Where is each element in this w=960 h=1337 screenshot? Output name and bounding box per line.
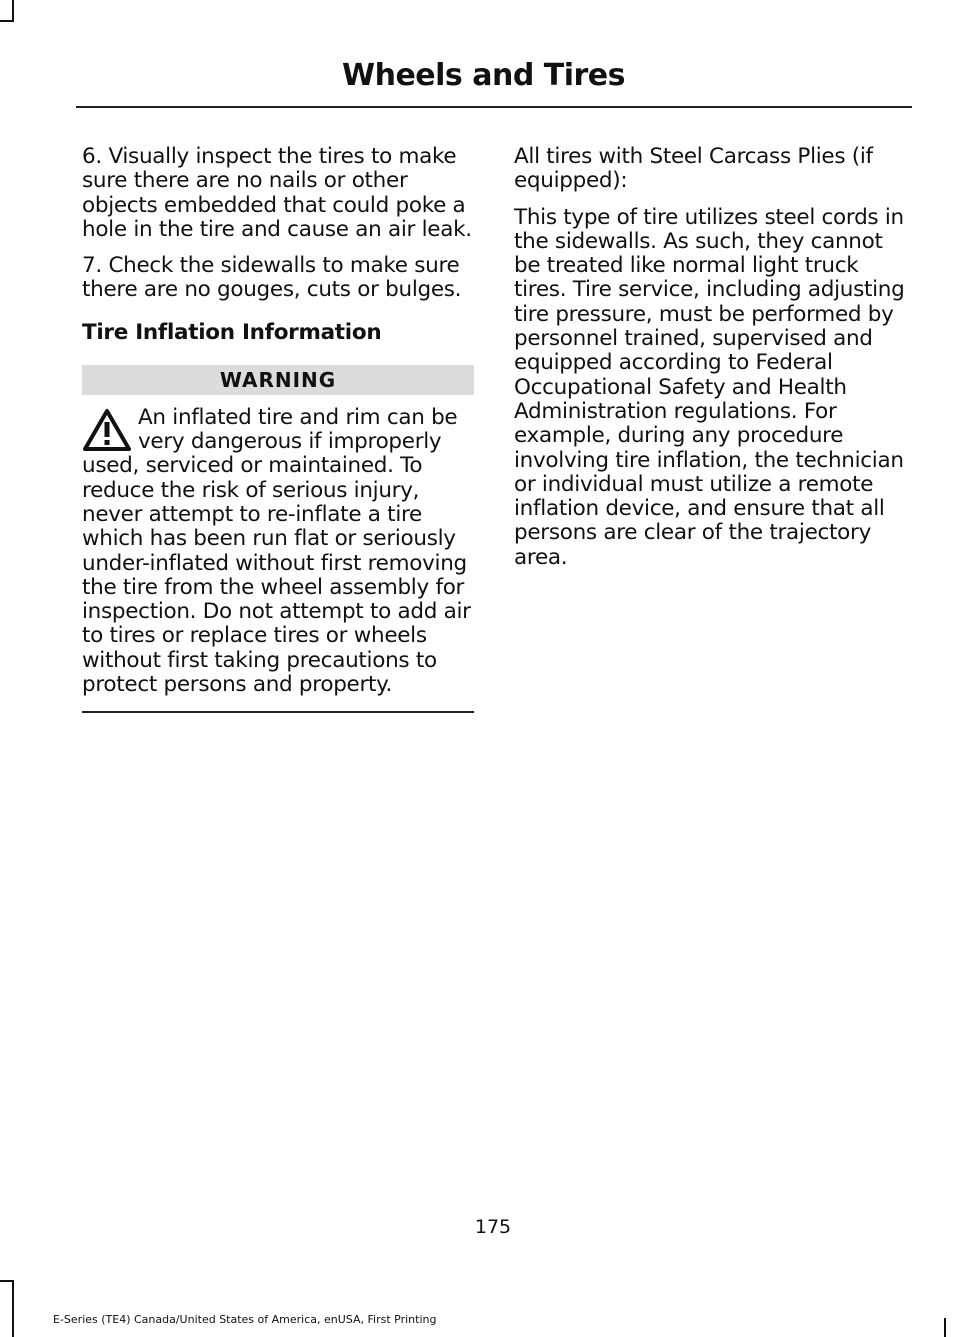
- header-divider: [76, 106, 912, 108]
- section-heading: Tire Inflation Information: [82, 319, 382, 345]
- warning-box: [82, 406, 474, 698]
- warning-text: An inflated tire and rim can be very dangerous if improperly used, serviced or maintained. To reduce the risk of serious injury, never attempt to re-inflate a tire which has been run flat or seriously under-inflated without first removing the tire from the wheel assembly for inspection. Do not attempt to add air to tires or replace tires or wheels without first taking precautions to protect persons and property.: [82, 404, 471, 698]
- page-title: Wheels and Tires: [342, 58, 625, 93]
- right-column: [514, 145, 910, 582]
- crop-mark-bottom-right-v: [944, 1318, 946, 1337]
- crop-mark-bottom-left-h: [0, 1280, 14, 1282]
- steel-carcass-heading: All tires with Steel Carcass Plies (if equipped):: [514, 144, 873, 194]
- crop-mark-bottom-left-v: [12, 1280, 14, 1337]
- warning-bottom-divider: [82, 711, 474, 713]
- crop-mark-top-left-h: [0, 20, 14, 22]
- warning-triangle-icon: [82, 408, 132, 452]
- crop-mark-top-left-v: [12, 0, 14, 20]
- steel-carcass-body: This type of tire utilizes steel cords in the sidewalls. As such, they cannot be treated like normal light truck tires. Tire service, including adjusting tire pressure, must be performed by personnel trained, supervised and equipped according to Federal Occupational Safety and Health Administration regulations. For example, during any procedure involving tire inflation, the technician or individual must utilize a remote inflation device, and ensure that all persons are clear of the trajectory area.: [514, 204, 905, 570]
- warning-header: WARNING: [82, 365, 474, 395]
- step-7-paragraph: 7. Check the sidewalls to make sure there are no gouges, cuts or bulges.: [82, 253, 462, 303]
- page-number: 175: [474, 1216, 512, 1238]
- step-6-paragraph: 6. Visually inspect the tires to make sure there are no nails or other objects embedded that could poke a hole in the tire and cause an air leak.: [82, 144, 472, 242]
- edition-footer: E-Series (TE4) Canada/United States of America, enUSA, First Printing: [53, 1313, 437, 1326]
- left-column: [82, 145, 474, 713]
